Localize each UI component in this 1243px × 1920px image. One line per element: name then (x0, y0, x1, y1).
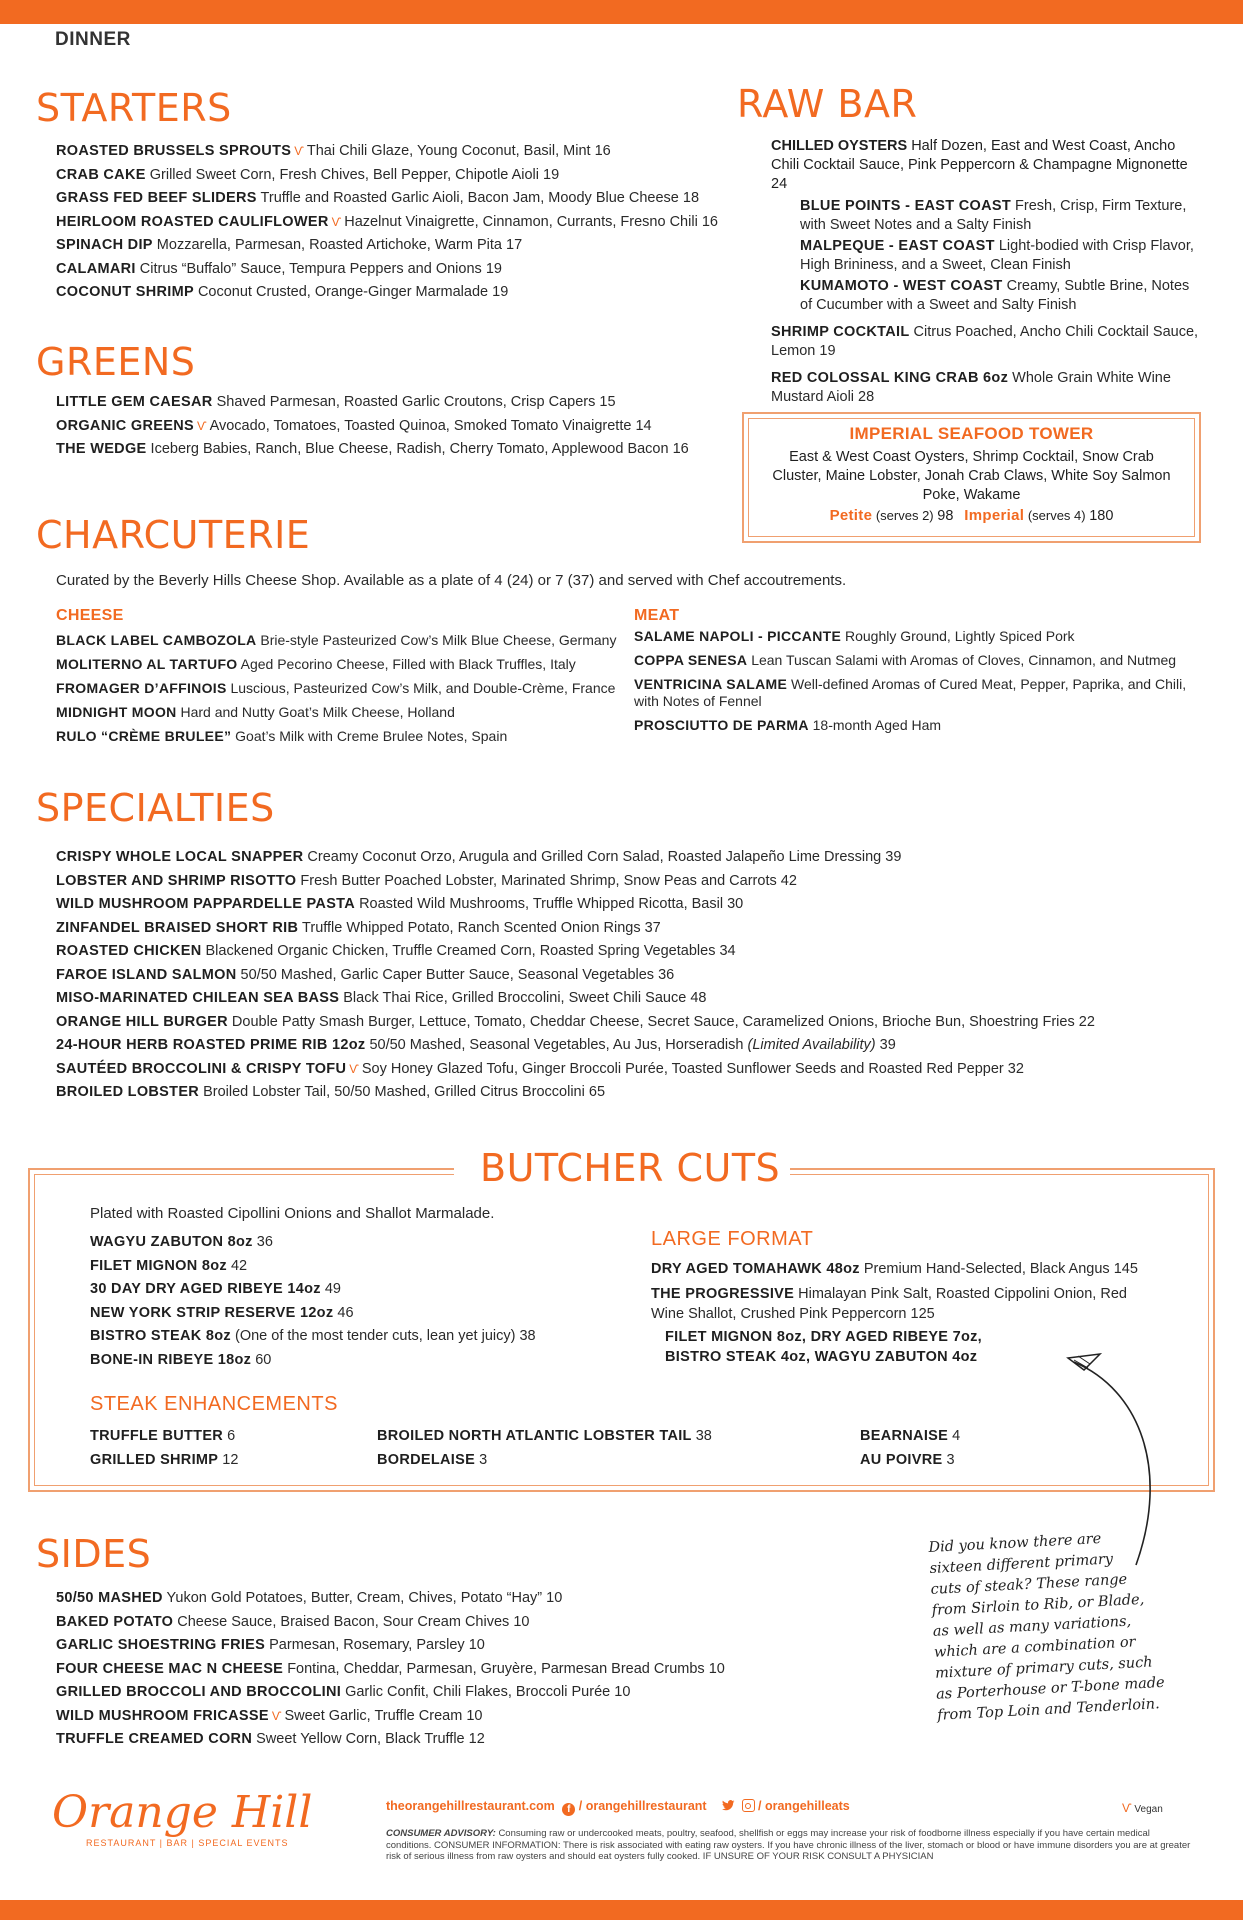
item-name: WILD MUSHROOM PAPPARDELLE PASTA (56, 896, 356, 912)
item-desc: Truffle and Roasted Garlic Aioli, Bacon Jam, Moody Blue Cheese (260, 190, 679, 206)
menu-item (90, 1302, 610, 1326)
item-name: SPINACH DIP (56, 237, 153, 253)
item-desc: Broiled Lobster Tail, 50/50 Mashed, Grilled Citrus Broccolini (203, 1084, 585, 1100)
menu-item (651, 1259, 1161, 1279)
menu-item (56, 234, 736, 258)
item-desc: 50/50 Mashed, Garlic Caper Butter Sauce, Seasonal Vegetables (240, 966, 655, 983)
progressive-cuts: FILET MIGNON 8oz, DRY AGED RIBEYE 7oz, BISTRO STEAK 4oz, WAGYU ZABUTON 4oz (665, 1329, 983, 1365)
item-desc: Parmesan, Rosemary, Parsley (269, 1637, 465, 1653)
item-price: 16 (594, 143, 611, 159)
item-price: 30 (727, 896, 744, 912)
tower-prices: Petite (serves 2) 98 Imperial (serves 4) 180 (829, 507, 1114, 524)
menu-item (56, 1611, 896, 1635)
item-price: 10 (614, 1684, 631, 1700)
charcuterie-intro: Curated by the Beverly Hills Cheese Shop. Available as a plate of 4 (24) or 7 (37) and served with Chef accoutrements. (56, 572, 847, 589)
item-desc: Citrus Poached, Ancho Chili Cocktail Sauce, Lemon (771, 324, 1199, 359)
item-desc: Hazelnut Vinaigrette, Cinnamon, Currants, Fresno Chili (344, 213, 698, 230)
menu-item (56, 1081, 1206, 1105)
menu-item (634, 676, 1189, 710)
top-bar (0, 0, 1243, 24)
item-price: 19 (543, 166, 560, 183)
menu-item (56, 628, 616, 652)
logo-text: Orange Hill (52, 1787, 313, 1838)
item-name: BONE-IN RIBEYE 18oz (90, 1351, 252, 1368)
vegan-leaf-icon: Ѵ (331, 214, 342, 229)
item-price: 10 (468, 1637, 485, 1653)
menu-item (56, 676, 616, 700)
item-name: SAUTÉED BROCCOLINI & CRISPY TOFU (56, 1060, 347, 1077)
bottom-bar (0, 1900, 1243, 1920)
item-name: BROILED LOBSTER (56, 1084, 200, 1100)
menu-item (56, 1705, 896, 1729)
item-name: 24-HOUR HERB ROASTED PRIME RIB 12oz (56, 1037, 366, 1053)
item-name: COCONUT SHRIMP (56, 284, 194, 300)
item-desc: Thai Chili Glaze, Young Coconut, Basil, Mint (306, 143, 591, 159)
menu-item (56, 724, 616, 748)
item-name: ORANGE HILL BURGER (56, 1013, 228, 1030)
starters-title: STARTERS (36, 86, 232, 130)
item-price: 12 (468, 1731, 485, 1747)
item-price: 48 (690, 990, 707, 1006)
note-line: cuts of steak? These range (930, 1571, 1128, 1598)
item-name: GRILLED BROCCOLI AND BROCCOLINI (56, 1684, 342, 1700)
item-name: TRUFFLE BUTTER (90, 1428, 224, 1444)
cheese-list (56, 628, 616, 748)
item-price: 10 (466, 1707, 483, 1724)
greens-title: GREENS (36, 340, 196, 384)
item-name: BEARNAISE (860, 1428, 949, 1444)
menu-item (800, 237, 1201, 275)
enhancement-item (90, 1448, 238, 1472)
item-desc: Brie-style Pasteurized Cow’s Milk Blue Cheese, Germany (260, 632, 617, 648)
oyster-types (771, 197, 1201, 315)
menu-item (56, 652, 616, 676)
item-price: 34 (719, 943, 736, 959)
item-name: MOLITERNO AL TARTUFO (56, 656, 238, 672)
item-name: DRY AGED TOMAHAWK 48oz (651, 1261, 860, 1277)
item-name: TRUFFLE CREAMED CORN (56, 1731, 253, 1747)
vegan-leaf-icon: Ѵ (196, 418, 207, 433)
item-price: 49 (324, 1281, 341, 1297)
specialties-list (56, 846, 1206, 1105)
facebook-link[interactable]: / orangehillrestaurant (578, 1799, 707, 1813)
item-price: 16 (672, 441, 689, 457)
item-desc: Yukon Gold Potatoes, Butter, Cream, Chives, Potato “Hay” (166, 1590, 543, 1606)
item-price: 6 (227, 1428, 236, 1444)
menu-item (56, 1681, 896, 1705)
menu-item (800, 197, 1201, 235)
menu-item (634, 652, 1189, 669)
large-format-label: LARGE FORMAT (651, 1228, 814, 1250)
item-desc: Double Patty Smash Burger, Lettuce, Tomato, Cheddar Cheese, Secret Sauce, Caramelized Onions, Brioche Bun, Shoestring Fries (231, 1013, 1075, 1030)
menu-item (56, 1011, 1206, 1035)
item-price: 10 (708, 1660, 725, 1677)
item-price: 14 (635, 417, 652, 434)
item-price: 10 (513, 1613, 530, 1630)
item-name: BORDELAISE (377, 1452, 476, 1468)
item-price: 46 (337, 1304, 354, 1321)
sides-title: SIDES (36, 1532, 152, 1576)
item-desc: Citrus “Buffalo” Sauce, Tempura Peppers and Onions (139, 260, 482, 277)
item-desc: Creamy Coconut Orzo, Arugula and Grilled Corn Salad, Roasted Jalapeño Lime Dressing (307, 849, 882, 865)
item-name: GRILLED SHRIMP (90, 1452, 219, 1468)
item-price: 36 (658, 966, 675, 983)
item-desc: Iceberg Babies, Ranch, Blue Cheese, Radish, Cherry Tomato, Applewood Bacon (150, 441, 669, 457)
consumer-advisory: CONSUMER ADVISORY: Consuming raw or undercooked meats, poultry, seafood, shellfish or eggs may increase your risk of foodborne illness especially if you have certain medical conditions. CONSUMER INFORMATION: There is risk associated with eating raw oysters. If you have chronic illness of the liver, stomach or blood or have immune disorders you are at greater risk of serious illness from raw oysters and should eat oysters fully cooked. IF UNSURE OF YOUR RISK CONSULT A PHYSICIAN (386, 1828, 1191, 1862)
item-price: 19 (485, 260, 502, 277)
item-name: BLUE POINTS - EAST COAST (800, 198, 1012, 214)
vegan-leaf-icon: Ѵ (271, 1708, 282, 1723)
item-price: 39 (879, 1037, 896, 1053)
butcher-intro: Plated with Roasted Cipollini Onions and Shallot Marmalade. (90, 1205, 495, 1222)
item-desc: Coconut Crusted, Orange-Ginger Marmalade (197, 284, 489, 300)
menu-item (56, 700, 616, 724)
item-desc: Avocado, Tomatoes, Toasted Quinoa, Smoked Tomato Vinaigrette (209, 417, 632, 434)
meat-label: MEAT (634, 607, 680, 624)
enhancement-item (377, 1448, 712, 1472)
instagram-icon (742, 1799, 755, 1812)
vegan-legend: Ѵ Vegan (1122, 1801, 1163, 1815)
item-desc: Light-bodied with Crisp Flavor, High Brininess, and a Sweet, Clean Finish (800, 238, 1194, 273)
menu-item (56, 1034, 1206, 1058)
note-line: from Sirloin to Rib, or Blade, (931, 1591, 1145, 1619)
menu-item (56, 187, 736, 211)
charcuterie-title: CHARCUTERIE (36, 513, 311, 557)
item-desc: Sweet Yellow Corn, Black Truffle (256, 1731, 465, 1747)
menu-item (651, 1284, 1161, 1324)
item-desc: Aged Pecorino Cheese, Filled with Black Truffles, Italy (240, 656, 576, 672)
item-desc: Hard and Nutty Goat’s Milk Cheese, Holland (180, 704, 455, 720)
item-name: FROMAGER D’AFFINOIS (56, 680, 227, 696)
item-name: NEW YORK STRIP RESERVE 12oz (90, 1304, 334, 1321)
enhancement-item (860, 1448, 960, 1472)
starters-list (56, 140, 736, 305)
menu-item (56, 1728, 896, 1752)
social-link[interactable]: / orangehilleats (758, 1799, 850, 1813)
meat-list (634, 628, 1189, 741)
menu-item (56, 940, 1206, 964)
facebook-icon: f (562, 1803, 575, 1816)
logo-sub: RESTAURANT | BAR | SPECIAL EVENTS (86, 1838, 289, 1848)
item-desc: Soy Honey Glazed Tofu, Ginger Broccoli Purée, Toasted Sunflower Seeds and Roasted Red Pepper (361, 1060, 1004, 1077)
menu-item (90, 1325, 610, 1349)
item-price: 42 (230, 1257, 248, 1274)
item-desc: Sweet Garlic, Truffle Cream (284, 1707, 463, 1724)
item-desc: Fresh Butter Poached Lobster, Marinated Shrimp, Snow Peas and Carrots (300, 872, 777, 889)
item-name: FILET MIGNON 8oz (90, 1257, 227, 1274)
item-price: 28 (858, 389, 875, 405)
item-price: 17 (506, 237, 523, 253)
cheese-label: CHEESE (56, 607, 124, 624)
menu-item (56, 1634, 896, 1658)
item-name: GRASS FED BEEF SLIDERS (56, 190, 257, 206)
item-desc: Whole Grain White Wine Mustard Aioli (771, 370, 1171, 405)
menu-item (56, 438, 736, 462)
item-desc: (One of the most tender cuts, lean yet juicy) (234, 1328, 516, 1344)
raw-bar-title: RAW BAR (737, 82, 918, 126)
menu-item (56, 391, 736, 415)
menu-item (90, 1349, 610, 1373)
menu-item (800, 277, 1201, 315)
item-name: CRAB CAKE (56, 166, 146, 183)
item-price: 65 (588, 1084, 606, 1100)
item-desc: Luscious, Pasteurized Cow’s Milk, and Double-Crème, France (230, 680, 616, 696)
seafood-tower-box (742, 412, 1201, 543)
item-price: 19 (492, 284, 509, 300)
menu-item (56, 1658, 896, 1682)
item-desc: Himalayan Pink Salt, Roasted Cippolini Onion, Red Wine Shallot, Crushed Pink Peppercorn (651, 1286, 1127, 1322)
item-name: ORGANIC GREENS (56, 417, 194, 434)
menu-item (56, 281, 736, 305)
item-name: RED COLOSSAL KING CRAB 6oz (771, 370, 1009, 386)
item-desc: Shaved Parmesan, Roasted Garlic Croutons, Crisp Capers (216, 394, 596, 410)
butcher-cuts-list (90, 1231, 610, 1372)
item-price: 22 (1078, 1013, 1095, 1030)
item-name: SHRIMP COCKTAIL (771, 324, 910, 340)
item-name: HEIRLOOM ROASTED CAULIFLOWER (56, 213, 329, 230)
raw-bar-items (771, 323, 1201, 407)
logo (52, 1788, 322, 1848)
menu-item (90, 1231, 610, 1255)
menu-item (56, 140, 736, 164)
menu-item (56, 846, 1206, 870)
menu-item (56, 211, 736, 235)
item-price: 125 (910, 1306, 935, 1322)
twitter-icon (722, 1799, 738, 1813)
item-price: 36 (256, 1234, 273, 1250)
enhancement-column (377, 1424, 712, 1472)
item-name: BLACK LABEL CAMBOZOLA (56, 632, 257, 648)
item-price: 38 (695, 1428, 712, 1444)
item-desc: Well-defined Aromas of Cured Meat, Pepper, Paprika, and Chili, with Notes of Fennel (634, 676, 1187, 709)
item-name: BAKED POTATO (56, 1613, 174, 1630)
item-desc: Mozzarella, Parmesan, Roasted Artichoke, Warm Pita (156, 237, 502, 253)
item-desc: Fontina, Cheddar, Parmesan, Gruyère, Parmesan Bread Crumbs (287, 1660, 705, 1677)
item-name: GARLIC SHOESTRING FRIES (56, 1637, 266, 1653)
item-price: 19 (819, 343, 836, 359)
item-name: THE WEDGE (56, 441, 147, 457)
tower-title: IMPERIAL SEAFOOD TOWER (849, 424, 1094, 443)
item-name: FOUR CHEESE MAC N CHEESE (56, 1660, 284, 1677)
vegan-leaf-icon: Ѵ (294, 144, 304, 158)
item-name: CALAMARI (56, 260, 136, 277)
note-line: from Top Loin and Tenderloin. (936, 1696, 1161, 1724)
menu-item (56, 917, 1206, 941)
butcher-title: BUTCHER CUTS (480, 1146, 781, 1190)
item-price: 3 (946, 1452, 955, 1468)
item-price: 16 (701, 213, 718, 230)
menu-item (56, 1058, 1206, 1082)
steak-fact-note (928, 1524, 1208, 1727)
item-price: 39 (885, 849, 902, 865)
footer-links (386, 1799, 850, 1816)
item-desc: 50/50 Mashed, Seasonal Vegetables, Au Jus, Horseradish (369, 1037, 744, 1053)
item-name: ROASTED CHICKEN (56, 943, 202, 959)
enhancement-column (90, 1424, 238, 1472)
menu-item (56, 415, 736, 439)
menu-item (90, 1278, 610, 1302)
item-name: BISTRO STEAK 8oz (90, 1328, 231, 1344)
item-desc: Lean Tuscan Salami with Aromas of Cloves, Cinnamon, and Nutmeg (751, 652, 1177, 668)
item-desc: Garlic Confit, Chili Flakes, Broccoli Purée (345, 1684, 611, 1700)
item-name: WILD MUSHROOM FRICASSE (56, 1707, 269, 1724)
item-name: MISO-MARINATED CHILEAN SEA BASS (56, 990, 340, 1006)
note-line: which are a combination or (933, 1634, 1136, 1661)
item-desc: Cheese Sauce, Braised Bacon, Sour Cream Chives (177, 1613, 510, 1630)
large-format-list (651, 1259, 1161, 1329)
item-name: SALAME NAPOLI - PICCANTE (634, 628, 842, 644)
item-note: (Limited Availability) (747, 1037, 876, 1053)
item-desc: Roasted Wild Mushrooms, Truffle Whipped Ricotta, Basil (359, 896, 724, 912)
menu-item (90, 1255, 610, 1279)
tower-desc: East & West Coast Oysters, Shrimp Cocktail, Snow Crab Cluster, Maine Lobster, Jonah Crab Claws, White Soy Salmon Poke, Wakame (772, 449, 1171, 503)
oysters-item: CHILLED OYSTERS Half Dozen, East and West Coast, Ancho Chili Cocktail Sauce, Pink Peppercorn & Champagne Mignonette 24 (771, 138, 1188, 192)
item-name: 30 DAY DRY AGED RIBEYE 14oz (90, 1281, 321, 1297)
enhancement-item (90, 1424, 238, 1448)
item-price: 38 (519, 1328, 536, 1344)
item-name: LOBSTER AND SHRIMP RISOTTO (56, 872, 297, 889)
item-desc: Fresh, Crisp, Firm Texture, with Sweet Notes and a Salty Finish (800, 198, 1187, 233)
item-name: 50/50 MASHED (56, 1590, 163, 1606)
menu-item (56, 964, 1206, 988)
note-line: sixteen different primary (929, 1551, 1114, 1577)
menu-item (56, 987, 1206, 1011)
item-name: MIDNIGHT MOON (56, 704, 177, 720)
item-name: CRISPY WHOLE LOCAL SNAPPER (56, 849, 304, 865)
item-name: LITTLE GEM CAESAR (56, 394, 213, 410)
item-name: PROSCIUTTO DE PARMA (634, 717, 809, 733)
menu-label: DINNER (55, 29, 131, 50)
enhancements-label: STEAK ENHANCEMENTS (90, 1393, 338, 1415)
item-price: 37 (644, 919, 661, 936)
menu-item (634, 628, 1189, 645)
item-desc: Grilled Sweet Corn, Fresh Chives, Bell Pepper, Chipotle Aioli (149, 166, 539, 183)
item-name: COPPA SENESA (634, 652, 748, 668)
item-price: 145 (1113, 1261, 1138, 1277)
item-price: 42 (780, 872, 797, 889)
item-desc: Creamy, Subtle Brine, Notes of Cucumber with a Sweet and Salty Finish (800, 278, 1190, 313)
website-link[interactable]: theorangehillrestaurant.com (386, 1799, 555, 1813)
menu-item (771, 323, 1201, 361)
item-name: AU POIVRE (860, 1452, 943, 1468)
item-price: 4 (952, 1428, 961, 1444)
item-name: RULO “CRÈME BRULEE” (56, 728, 232, 744)
enhancement-item (377, 1424, 712, 1448)
menu-item (56, 893, 1206, 917)
enhancement-item (860, 1424, 960, 1448)
menu-item (56, 1587, 896, 1611)
note-line: as Porterhouse or T-bone made (935, 1674, 1166, 1703)
raw-bar-content (771, 137, 1201, 415)
menu-item (634, 717, 1189, 734)
vegan-leaf-icon: Ѵ (349, 1061, 359, 1076)
item-desc: 18-month Aged Ham (812, 717, 942, 733)
item-price: 12 (222, 1452, 239, 1468)
note-line: Did you know there are (928, 1530, 1102, 1556)
item-price: 60 (255, 1351, 272, 1368)
item-name: KUMAMOTO - WEST COAST (800, 278, 1003, 294)
item-price: 10 (546, 1590, 563, 1606)
item-desc: Black Thai Rice, Grilled Broccolini, Sweet Chili Sauce (343, 990, 687, 1006)
sides-list (56, 1587, 896, 1752)
item-desc: Roughly Ground, Lightly Spiced Pork (844, 628, 1075, 644)
item-desc: Premium Hand-Selected, Black Angus (863, 1261, 1110, 1277)
greens-list (56, 391, 736, 462)
item-name: MALPEQUE - EAST COAST (800, 238, 995, 254)
item-desc: Blackened Organic Chicken, Truffle Creamed Corn, Roasted Spring Vegetables (205, 943, 716, 959)
note-line: as well as many variations, (932, 1613, 1132, 1640)
menu-item (56, 258, 736, 282)
item-name: FAROE ISLAND SALMON (56, 966, 237, 983)
item-price: 18 (682, 190, 700, 206)
item-desc: Goat’s Milk with Creme Brulee Notes, Spain (235, 728, 508, 744)
item-name: ZINFANDEL BRAISED SHORT RIB (56, 919, 299, 936)
menu-item (771, 369, 1201, 407)
item-name: BROILED NORTH ATLANTIC LOBSTER TAIL (377, 1428, 692, 1444)
note-line: mixture of primary cuts, such (934, 1654, 1153, 1682)
item-name: THE PROGRESSIVE (651, 1286, 795, 1302)
enhancement-column (860, 1424, 960, 1472)
item-price: 15 (599, 394, 616, 410)
specialties-title: SPECIALTIES (36, 786, 275, 830)
menu-item (56, 870, 1206, 894)
item-price: 32 (1007, 1060, 1024, 1077)
item-name: ROASTED BRUSSELS SPROUTS (56, 143, 292, 159)
item-name: VENTRICINA SALAME (634, 676, 788, 692)
item-desc: Truffle Whipped Potato, Ranch Scented Onion Rings (302, 919, 641, 936)
item-name: WAGYU ZABUTON 8oz (90, 1234, 253, 1250)
vegan-leaf-icon: Ѵ (1122, 1801, 1132, 1815)
menu-item (56, 164, 736, 188)
item-price: 3 (479, 1452, 488, 1468)
